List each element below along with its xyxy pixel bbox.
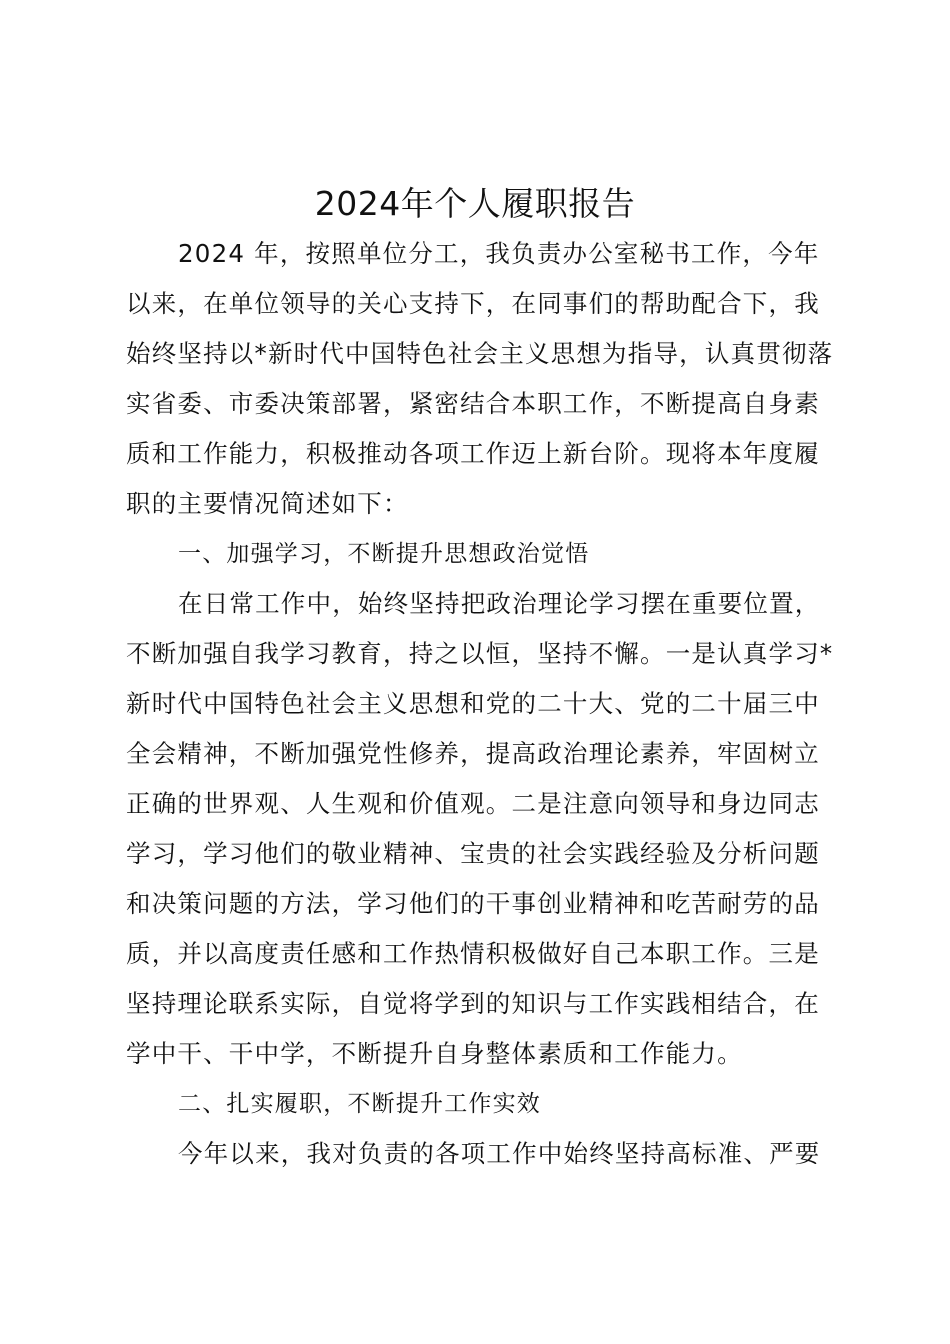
paragraph-2-line-8: 质，并以高度责任感和工作热情积极做好自己本职工作。三是 <box>126 939 820 968</box>
paragraph-2-line-9: 坚持理论联系实际，自觉将学到的知识与工作实践相结合，在 <box>126 989 820 1018</box>
document-body <box>126 229 836 1179</box>
paragraph-1-line-1: 2024 年，按照单位分工，我负责办公室秘书工作，今年 <box>178 239 820 268</box>
paragraph-1-line-5: 质和工作能力，积极推动各项工作迈上新台阶。现将本年度履 <box>126 439 820 468</box>
paragraph-2-line-6: 学习，学习他们的敬业精神、宝贵的社会实践经验及分析问题 <box>126 839 820 868</box>
paragraph-2-line-1: 在日常工作中，始终坚持把政治理论学习摆在重要位置， <box>178 589 821 618</box>
paragraph-2-line-7: 和决策问题的方法，学习他们的干事创业精神和吃苦耐劳的品 <box>126 889 820 918</box>
document-title: 2024年个人履职报告 <box>314 184 636 223</box>
paragraph-1-line-6: 职的主要情况简述如下： <box>126 489 409 518</box>
paragraph-2-line-2: 不断加强自我学习教育，持之以恒，坚持不懈。一是认真学习* <box>126 639 834 668</box>
paragraph-2-line-3: 新时代中国特色社会主义思想和党的二十大、党的二十届三中 <box>126 689 820 718</box>
paragraph-2-line-5: 正确的世界观、人生观和价值观。二是注意向领导和身边同志 <box>126 789 820 818</box>
paragraph-1-line-2: 以来，在单位领导的关心支持下，在同事们的帮助配合下，我 <box>126 289 820 318</box>
paragraph-2-line-4: 全会精神，不断加强党性修养，提高政治理论素养，牢固树立 <box>126 739 820 768</box>
paragraph-1-line-4: 实省委、市委决策部署，紧密结合本职工作，不断提高自身素 <box>126 389 820 418</box>
section-heading-2: 二、扎实履职，不断提升工作实效 <box>178 1091 541 1117</box>
paragraph-3-line-1: 今年以来，我对负责的各项工作中始终坚持高标准、严要 <box>178 1139 821 1168</box>
paragraph-2-line-10: 学中干、干中学，不断提升自身整体素质和工作能力。 <box>126 1039 743 1068</box>
section-heading-1: 一、加强学习，不断提升思想政治觉悟 <box>178 541 590 567</box>
paragraph-1-line-3: 始终坚持以*新时代中国特色社会主义思想为指导，认真贯彻落 <box>126 339 834 368</box>
